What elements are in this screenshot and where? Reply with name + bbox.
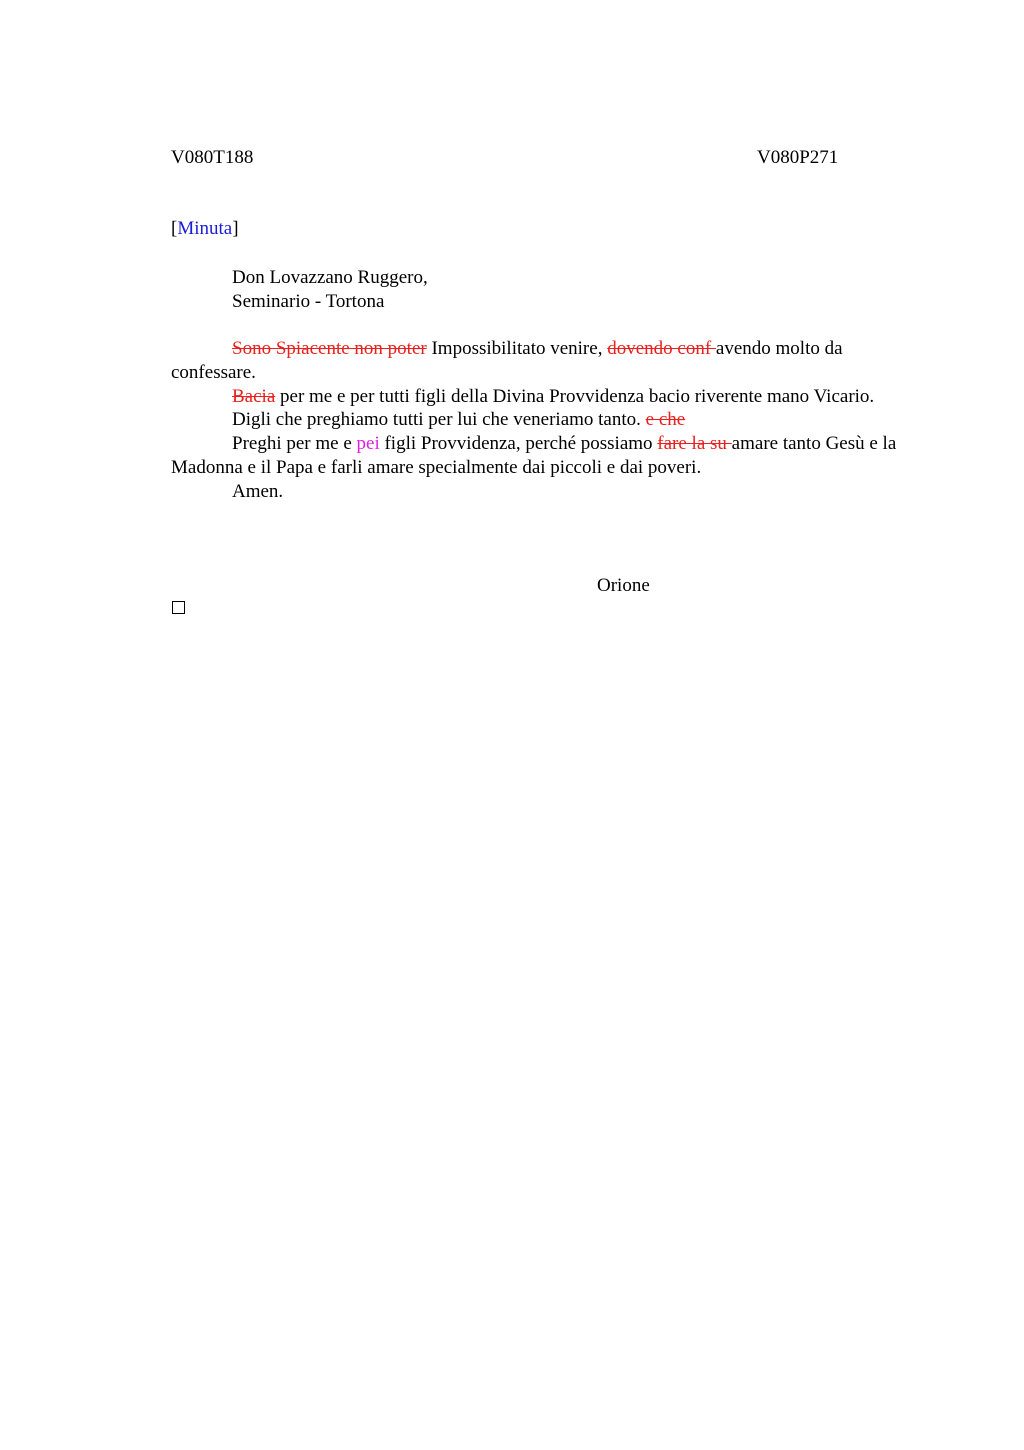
paragraph-3 <box>171 408 923 432</box>
recipient-name: Don Lovazzano Ruggero, <box>232 267 428 288</box>
paragraph-text: Impossibilitato venire, <box>426 338 608 359</box>
paragraph-2 <box>171 385 923 409</box>
inserted-text: pei <box>356 433 380 455</box>
letter-body <box>171 337 923 504</box>
deleted-text: Sono Spiacente non poter <box>232 338 427 359</box>
paragraph-text: amare tanto Gesù e la Madonna e il Papa e farli amare specialmente dai piccoli e dai poveri. <box>171 433 897 478</box>
document-code-left: V080T188 <box>171 147 254 168</box>
paragraph-text: per me e per tutti figli della Divina Provvidenza bacio riverente mano Vicario. <box>275 385 875 407</box>
paragraph-text: Digli che preghiamo tutti per lui che veneriamo tanto. <box>232 409 646 431</box>
signature: Orione <box>597 575 650 596</box>
deleted-text: dovendo conf <box>607 338 716 359</box>
document-code-right: V080P271 <box>757 147 839 168</box>
recipient-address <box>232 266 428 314</box>
paragraph-text: Amen. <box>232 480 284 502</box>
deleted-text: Bacia <box>232 385 276 407</box>
recipient-place: Seminario - Tortona <box>232 291 385 312</box>
close-bracket: ] <box>232 218 239 239</box>
open-bracket: [ <box>171 218 178 239</box>
deleted-text: e che <box>645 409 686 431</box>
paragraph-1 <box>171 337 923 385</box>
paragraph-text: Preghi per me e <box>232 433 357 455</box>
paragraph-text: figli Provvidenza, perché possiamo <box>379 433 658 455</box>
minuta-word: Minuta <box>177 218 233 239</box>
checkbox-square <box>172 601 185 614</box>
minuta-label <box>171 218 239 240</box>
paragraph-4 <box>171 432 923 480</box>
paragraph-5 <box>171 480 923 504</box>
paragraph-text: avendo molto da confessare. <box>171 338 843 383</box>
deleted-text: fare la su <box>657 433 732 455</box>
